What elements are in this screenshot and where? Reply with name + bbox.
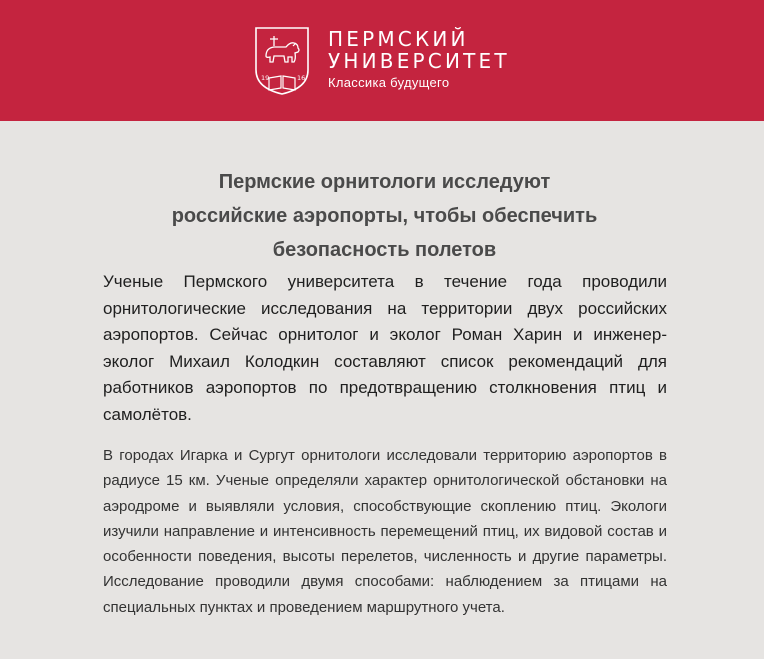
article-title-line: безопасность полетов [272, 239, 497, 261]
brand-name-line1: ПЕРМСКИЙ [328, 27, 469, 51]
article-title-line: Пермские орнитологи исследуют [218, 171, 551, 193]
article-title-line: российские аэропорты, чтобы обеспечить [171, 205, 598, 227]
brand-tagline: Классика будущего [328, 75, 450, 90]
article-content [0, 121, 764, 659]
brand-name-line2: УНИВЕРСИТЕТ [328, 49, 510, 73]
header-banner [0, 0, 764, 121]
university-logo[interactable] [252, 26, 510, 96]
svg-text:19: 19 [261, 74, 270, 82]
brand-text [328, 28, 510, 90]
svg-text:16: 16 [297, 74, 306, 82]
article-title [100, 165, 669, 267]
article-paragraph: В городах Игарка и Сургут орнитологи исследовали территорию аэропортов в радиусе 15 км. Ученые определяли характер орнитологической обстановки на аэродроме и выявляли условия, способствующие скоплению птиц. Экологи изучили направление и интенсивность перемещений птиц, их видовой состав и особенности поведения, высоты перелетов, численность и другие параметры. Исследование проводили двумя способами: наблюдением за птицами на специальных пунктах и проведением маршрутного учета. [103, 447, 667, 616]
university-emblem-icon [252, 26, 312, 96]
article-lead: Ученые Пермского университета в течение года проводили орнитологические исследования на территории двух российских аэропортов. Сейчас орнитолог и эколог Роман Харин и инженер-эколог Михаил Колодкин составляют список рекомендаций для работников аэропортов по предотвращению столкновения птиц и самолётов. [103, 272, 667, 424]
